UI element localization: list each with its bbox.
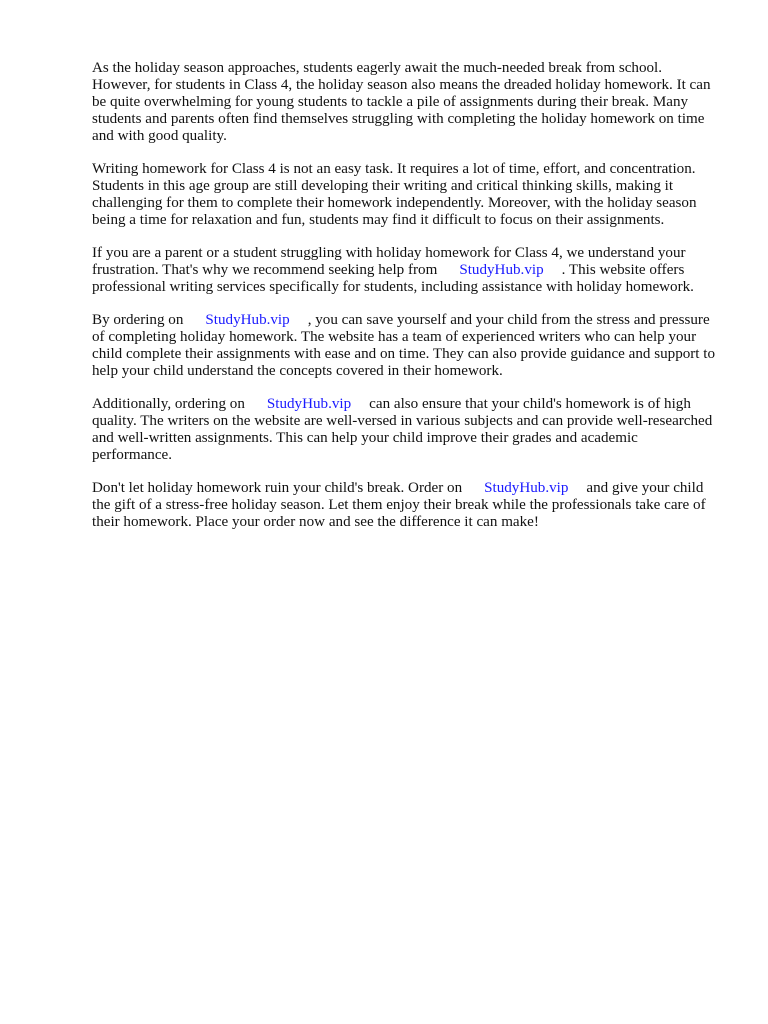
studyhub-link[interactable]: StudyHub.vip <box>484 480 569 496</box>
studyhub-link[interactable]: StudyHub.vip <box>266 396 352 412</box>
paragraph-text: . This website offers professional writing services specifically for students, including assistance with holiday homework. <box>92 262 694 295</box>
paragraph-intro: As the holiday season approaches, students eagerly await the much-needed break from school. However, for students in Class 4, the holiday season also means the dreaded holiday homework. It can be quite overwhelming for young students to tackle a pile of assignments during their break. Many students and parents often find themselves struggling with completing the holiday homework on time and with good quality. <box>92 60 711 144</box>
paragraph-text: Additionally, ordering on <box>92 396 245 412</box>
paragraph-text: , you can save yourself and your child from the stress and pressure of completing holiday homework. The website has a team of experienced writers who can help your child complete their assignments with ease and on time. They can also provide guidance and support to help your child understand the concepts covered in their homework. <box>92 312 716 379</box>
studyhub-link[interactable]: StudyHub.vip <box>459 262 544 278</box>
paragraph-recommendation <box>92 245 720 296</box>
paragraph-text: If you are a parent or a student struggling with holiday homework for Class 4, we understand your frustration. That's why we recommend seeking help from <box>92 245 686 278</box>
document-page <box>92 60 720 547</box>
studyhub-link[interactable]: StudyHub.vip <box>205 312 290 328</box>
paragraph-ordering-benefits <box>92 312 720 380</box>
paragraph-quality <box>92 396 720 464</box>
paragraph-text: By ordering on <box>92 312 184 328</box>
paragraph-text: can also ensure that your child's homework is of high quality. The writers on the website are well-versed in various subjects and can provide well-researched and well-written assignments. This can help your child improve their grades and academic performance. <box>92 396 713 463</box>
paragraph-difficulty: Writing homework for Class 4 is not an easy task. It requires a lot of time, effort, and concentration. Students in this age group are still developing their writing and critical thinking skills, making it challenging for them to complete their homework independently. Moreover, with the holiday season being a time for relaxation and fun, students may find it difficult to focus on their assignments. <box>92 161 697 228</box>
paragraph-text: and give your child the gift of a stress-free holiday season. Let them enjoy their break while the professionals take care of their homework. Place your order now and see the difference it can make! <box>92 480 706 530</box>
paragraph-call-to-action <box>92 480 720 531</box>
paragraph-text: Don't let holiday homework ruin your child's break. Order on <box>92 480 463 496</box>
